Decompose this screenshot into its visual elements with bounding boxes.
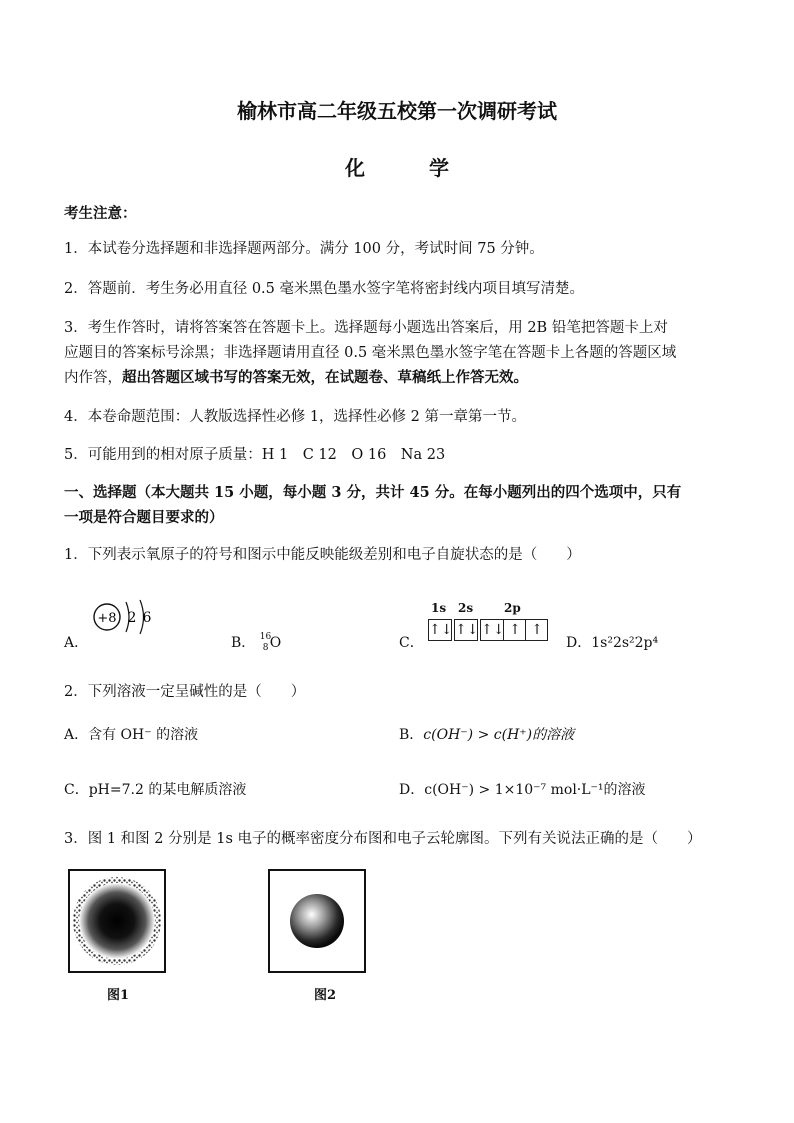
orbital-electrons: ↑↓ xyxy=(455,622,479,638)
orbital-electrons: ↑ xyxy=(503,620,526,640)
element-symbol: O xyxy=(269,635,282,651)
isotope-notation xyxy=(260,634,270,652)
orbital-box-1s xyxy=(428,619,452,641)
orbital-box-2p xyxy=(480,619,548,641)
figure-1-probability-density xyxy=(68,869,166,973)
orbital-label-2s: 2s xyxy=(458,601,474,615)
electron-configuration: 1s²2s²2p⁴ xyxy=(591,635,659,651)
q2-option-b xyxy=(399,724,574,744)
figure-2-electron-cloud xyxy=(268,869,366,973)
shell-1-count: 2 xyxy=(127,610,137,626)
shell-2-count: 6 xyxy=(142,610,152,626)
figure-1-caption: 图1 xyxy=(107,988,130,1003)
orbital-box-2s xyxy=(454,619,478,641)
notice-item-2: 2．答题前．考生务必用直径 0.5 毫米黑色墨水签字笔将密封线内项目填写清楚。 xyxy=(64,281,585,297)
q1-option-d-label: D． xyxy=(566,635,592,651)
q1-stem: 1．下列表示氧原子的符号和图示中能反映能级差别和电子自旋状态的是（ ） xyxy=(64,547,581,563)
q1-option-c-label: C． xyxy=(399,635,424,651)
exam-title: 榆林市高二年级五校第一次调研考试 xyxy=(237,99,557,123)
q2-option-c: C．pH=7.2 的某电解质溶液 xyxy=(64,782,247,798)
notice-item-3-line-3 xyxy=(64,366,528,387)
notice-item-3-bold: 超出答题区域书写的答案无效，在试题卷、草稿纸上作答无效。 xyxy=(122,369,528,386)
q1-option-d xyxy=(566,632,658,652)
section-1-heading-line-2: 一项是符合题目要求的） xyxy=(64,509,224,526)
q2-option-d-text: c(OH⁻) > 1×10⁻⁷ mol·L⁻¹的溶液 xyxy=(424,782,646,798)
notice-item-3-line-1: 3．考生作答时，请将答案答在答题卡上。选择题每小题选出答案后，用 2B 铅笔把答题卡上对 xyxy=(64,320,668,336)
notice-item-3-line-2: 应题目的答案标号涂黑；非选择题请用直径 0.5 毫米黑色墨水签字笔在答题卡上各题的答题区域 xyxy=(64,345,677,361)
notice-item-3-normal: 内作答， xyxy=(64,370,122,386)
q1-option-a-label: A． xyxy=(64,635,89,651)
orbital-label-2p: 2p xyxy=(504,601,521,615)
orbital-electrons: ↑ xyxy=(525,620,548,640)
figure-2-caption: 图2 xyxy=(314,988,337,1003)
q2-option-b-label: B． xyxy=(399,727,424,743)
notice-item-4: 4．本卷命题范围：人教版选择性必修 1，选择性必修 2 第一章第一节。 xyxy=(64,409,527,425)
q2-option-a: A．含有 OH⁻ 的溶液 xyxy=(64,727,199,743)
subject-title: 化 学 xyxy=(345,156,471,180)
atomic-number: 8 xyxy=(262,643,269,653)
q2-option-d xyxy=(399,779,646,799)
notice-heading: 考生注意： xyxy=(64,205,137,222)
q2-stem: 2．下列溶液一定呈碱性的是（ ） xyxy=(64,684,306,700)
q2-option-d-label: D． xyxy=(399,782,425,798)
q3-stem: 3．图 1 和图 2 分别是 1s 电子的概率密度分布图和电子云轮廓图。下列有关说法正确的是（ ） xyxy=(64,831,702,847)
q2-option-b-text: c(OH⁻) > c(H⁺)的溶液 xyxy=(423,727,575,743)
section-1-heading-line-1: 一、选择题（本大题共 15 小题，每小题 3 分，共计 45 分。在每小题列出的四个选项中，只有 xyxy=(64,484,682,501)
q1-option-b xyxy=(231,632,281,652)
q1-option-b-label: B． xyxy=(231,635,256,651)
orbital-label-1s: 1s xyxy=(431,601,447,615)
notice-item-5: 5．可能用到的相对原子质量：H 1 C 12 O 16 Na 23 xyxy=(64,447,446,463)
atom-structure-diagram xyxy=(92,594,162,640)
notice-item-1: 1．本试卷分选择题和非选择题两部分。满分 100 分，考试时间 75 分钟。 xyxy=(64,241,544,257)
nucleus-charge: +8 xyxy=(97,611,117,626)
orbital-diagram xyxy=(428,601,548,641)
mass-number: 16 xyxy=(259,632,272,642)
orbital-electrons: ↑↓ xyxy=(481,622,505,638)
orbital-electrons: ↑↓ xyxy=(429,622,453,638)
